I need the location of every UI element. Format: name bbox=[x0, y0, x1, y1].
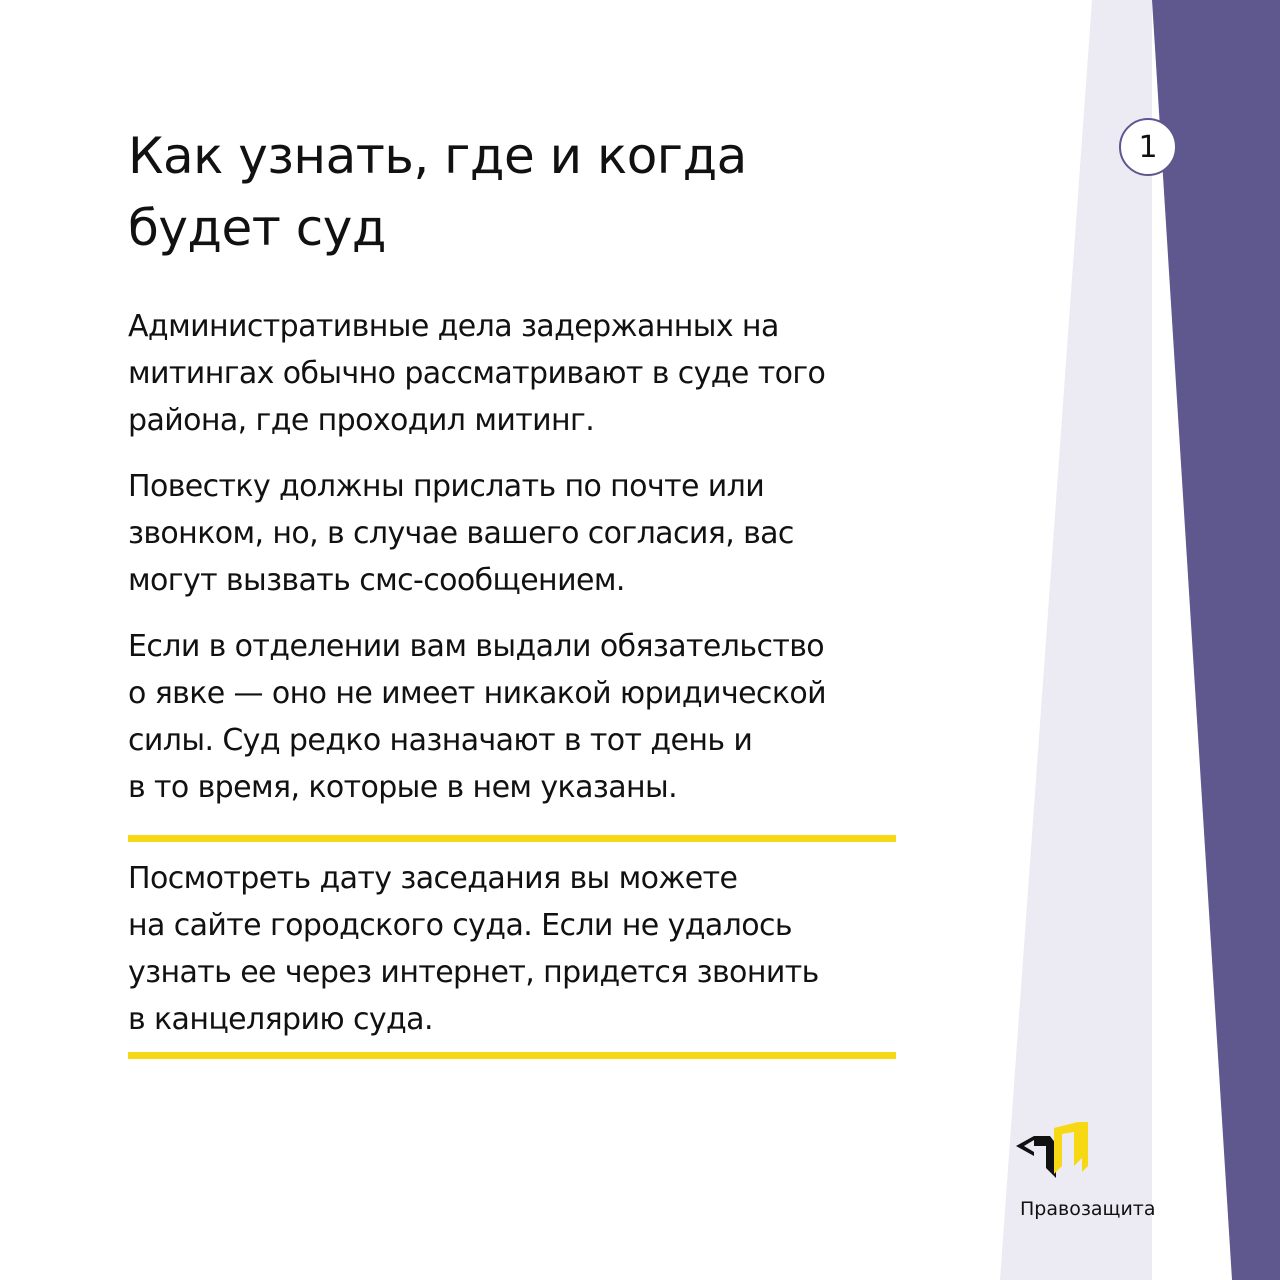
paragraph-obligation bbox=[128, 623, 918, 811]
page-number: 1 bbox=[1138, 129, 1158, 165]
text-line: узнать ее через интернет, придется звонить bbox=[128, 955, 819, 990]
page-title bbox=[128, 120, 888, 264]
text-line: на сайте городского суда. Если не удалось bbox=[128, 908, 792, 943]
text-line: в канцелярию суда. bbox=[128, 1002, 433, 1037]
text-line: о явке — оно не имеет никакой юридической bbox=[128, 676, 826, 711]
text-line: Если в отделении вам выдали обязательство bbox=[128, 629, 825, 664]
text-line: Повестку должны прислать по почте или bbox=[128, 469, 765, 504]
highlight-paragraph bbox=[128, 855, 918, 1043]
text-line: митингах обычно рассматривают в суде того bbox=[128, 356, 826, 391]
text-line: Посмотреть дату заседания вы можете bbox=[128, 861, 738, 896]
yellow-divider-bottom bbox=[128, 1052, 896, 1059]
pravozashchita-logo-icon bbox=[1012, 1118, 1096, 1182]
purple-band bbox=[1152, 0, 1280, 1280]
yellow-divider-top bbox=[128, 835, 896, 842]
title-line: Как узнать, где и когда bbox=[128, 127, 747, 185]
text-line: могут вызвать смс-сообщением. bbox=[128, 563, 625, 598]
paragraph-court-location bbox=[128, 303, 918, 444]
logo-text: Правозащита bbox=[1020, 1198, 1156, 1220]
paragraph-summons bbox=[128, 463, 918, 604]
page-number-badge bbox=[1119, 118, 1177, 176]
title-line: будет суд bbox=[128, 199, 386, 257]
text-line: Административные дела задержанных на bbox=[128, 309, 779, 344]
text-line: звонком, но, в случае вашего согласия, вас bbox=[128, 516, 794, 551]
lavender-stripe bbox=[1000, 0, 1152, 1280]
text-line: района, где проходил митинг. bbox=[128, 403, 595, 438]
text-line: силы. Суд редко назначают в тот день и bbox=[128, 723, 753, 758]
text-line: в то время, которые в нем указаны. bbox=[128, 770, 678, 805]
